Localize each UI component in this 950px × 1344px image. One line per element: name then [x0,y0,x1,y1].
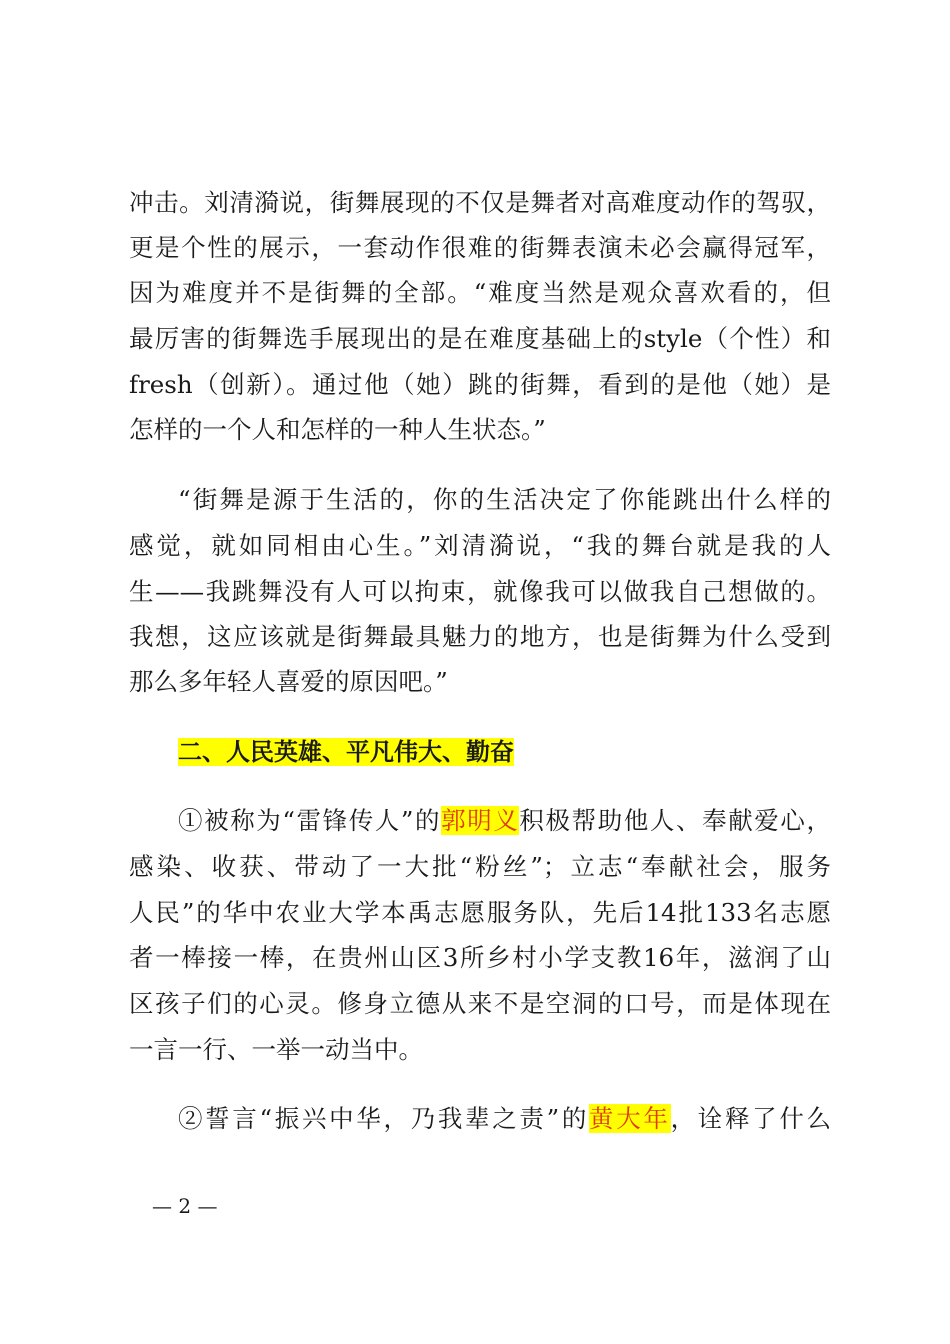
paragraph-line: 一言一行、一举一动当中。 [129,1035,423,1064]
paragraph-line: 感觉，就如同相由心生。”刘清漪说，“我的舞台就是我的人 [129,531,831,560]
line-text: ②誓言“振兴中华，乃我辈之责”的 [178,1104,590,1133]
highlighted-name: 郭明义 [441,806,520,835]
paragraph-line: 我想，这应该就是街舞最具魅力的地方，也是街舞为什么受到 [129,622,831,651]
paragraph-line: 更是个性的展示，一套动作很难的街舞表演未必会赢得冠军， [129,233,831,262]
line-text: ，诠释了什么 [670,1104,832,1133]
paragraph-line: 者一棒接一棒，在贵州山区3所乡村小学支教16年，滋润了山 [129,943,831,972]
paragraph-line: 感染、收获、带动了一大批“粉丝”；立志“奉献社会，服务 [129,852,831,881]
paragraph-line [178,1104,831,1134]
paragraph-line: 人民”的华中农业大学本禹志愿服务队，先后14批133名志愿 [129,898,831,927]
page-number: — 2 — [152,1194,218,1218]
paragraph-line [178,806,831,836]
paragraph-line: 区孩子们的心灵。修身立德从来不是空洞的口号，而是体现在 [129,989,831,1018]
paragraph-line: 生——我跳舞没有人可以拘束，就像我可以做我自己想做的。 [129,577,831,606]
section-heading-text: 二、人民英雄、平凡伟大、勤奋 [178,738,514,766]
paragraph-line: 冲击。刘清漪说，街舞展现的不仅是舞者对高难度动作的驾驭， [129,188,831,217]
paragraph-line: 最厉害的街舞选手展现出的是在难度基础上的style（个性）和 [129,324,831,353]
highlighted-name: 黄大年 [589,1104,671,1133]
paragraph-line: 怎样的一个人和怎样的一种人生状态。” [129,415,546,444]
section-heading [178,737,514,767]
paragraph-line: fresh（创新）。通过他（她）跳的街舞，看到的是他（她）是 [129,370,831,399]
line-text: ①被称为“雷锋传人”的 [178,806,442,835]
paragraph-line: “街舞是源于生活的，你的生活决定了你能跳出什么样的 [178,485,831,514]
line-text: 积极帮助他人、奉献爱心， [519,806,831,835]
paragraph-line: 因为难度并不是街舞的全部。“难度当然是观众喜欢看的，但 [129,278,831,307]
paragraph-line: 那么多年轻人喜爱的原因吧。” [129,667,448,696]
